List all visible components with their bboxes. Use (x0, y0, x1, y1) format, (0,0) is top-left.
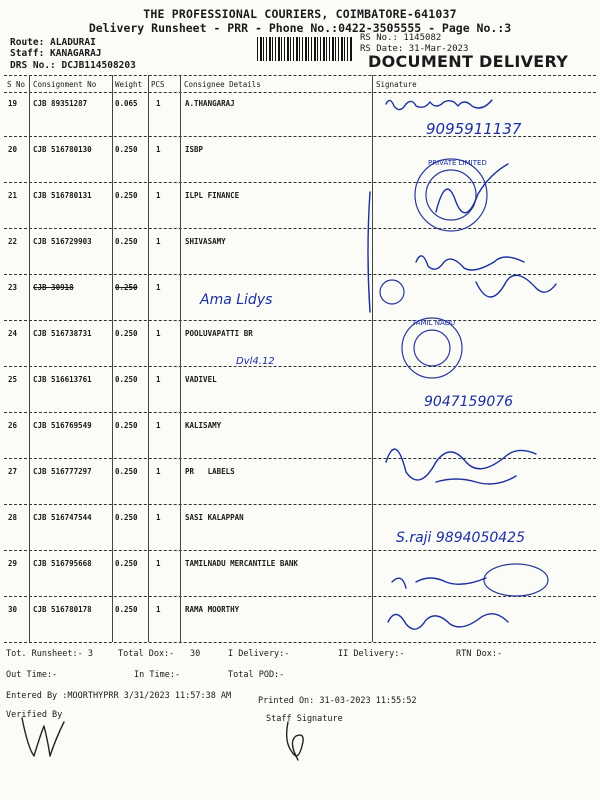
row-sno: 20 (8, 145, 18, 154)
row-consignee: RAMA MOORTHY (185, 605, 240, 614)
row-weight: 0.250 (115, 145, 138, 154)
col-header-signature: Signature (376, 80, 417, 89)
row-sno: 25 (8, 375, 18, 384)
row-weight: 0.250 (115, 513, 138, 522)
row-pcs: 1 (156, 375, 161, 384)
col-divider (29, 75, 30, 642)
col-header-consignment: Consignment No (33, 80, 97, 89)
handwritten-phone: 9047159076 (424, 394, 514, 410)
row-weight: 0.250 (115, 559, 138, 568)
circle-mark (380, 280, 404, 304)
in-time: In Time:- (134, 670, 181, 680)
row-pcs: 1 (156, 421, 161, 430)
drs-number: DRS No.: DCJB114508203 (10, 60, 136, 71)
row-pcs: 1 (156, 237, 161, 246)
row-consignee: POOLUVAPATTI BR (185, 329, 253, 338)
row-pcs: 1 (156, 145, 161, 154)
col-divider (112, 75, 113, 642)
handwritten-note: Dvl4.12 (236, 356, 275, 367)
consignee-handwriting (190, 280, 360, 380)
row-consignee: KALISAMY (185, 421, 222, 430)
col-divider (372, 75, 373, 642)
bank-stamp (484, 564, 548, 596)
row-consignment: CJB 516769549 (33, 421, 92, 430)
row-weight: 0.250 (115, 467, 138, 476)
staff-label: Staff: KANAGARAJ (10, 48, 102, 59)
row-consignee: SASI KALAPPAN (185, 513, 244, 522)
stamp-text: TAMIL NADU (412, 319, 456, 327)
row-weight: 0.065 (115, 99, 138, 108)
handwritten-signature (476, 275, 556, 297)
row-consignment: CJB 516780131 (33, 191, 92, 200)
col-header-sno: S No (7, 80, 26, 89)
row-consignee: ILPL FINANCE (185, 191, 240, 200)
row-pcs: 1 (156, 559, 161, 568)
row-pcs: 1 (156, 513, 161, 522)
row-consignee: A.THANGARAJ (185, 99, 235, 108)
rtn-dox: RTN Dox:- (456, 649, 503, 659)
row-consignee: TAMILNADU MERCANTILE BANK (185, 559, 298, 568)
col-header-pcs: PCS (151, 80, 165, 89)
row-sno: 22 (8, 237, 18, 246)
row-consignment: CJB 516780130 (33, 145, 92, 154)
printed-on: Printed On: 31-03-2023 11:55:52 (258, 696, 417, 706)
row-weight: 0.250 (115, 329, 138, 338)
row-weight: 0.250 (115, 605, 138, 614)
row-weight: 0.250 (115, 375, 138, 384)
row-consignment: CJB 516747544 (33, 513, 92, 522)
table-bottom-border (4, 642, 596, 643)
runsheet-subtitle: Delivery Runsheet - PRR - Phone No.:0422-3505555 - Page No.:3 (88, 21, 512, 35)
ink-stroke (368, 192, 370, 312)
row-consignment: CJB 516729903 (33, 237, 92, 246)
col-header-weight: Weight (115, 80, 143, 89)
row-sno: 26 (8, 421, 18, 430)
row-sno: 21 (8, 191, 18, 200)
row-pcs: 1 (156, 99, 161, 108)
verified-by: Verified By (6, 710, 63, 720)
row-consignment: CJB 516738731 (33, 329, 92, 338)
rs-date: RS Date: 31-Mar-2023 (360, 44, 469, 54)
barcode (257, 37, 353, 61)
handwritten-note: S.raji 9894050425 (396, 530, 525, 546)
row-pcs: 1 (156, 283, 161, 292)
out-time: Out Time:- (6, 670, 58, 680)
row-sno: 28 (8, 513, 18, 522)
row-pcs: 1 (156, 467, 161, 476)
row-weight: 0.250 (115, 191, 138, 200)
row-sno: 24 (8, 329, 18, 338)
row-consignment: CJB 89351287 (33, 99, 88, 108)
row-consignment: CJB 516780178 (33, 605, 92, 614)
row-weight: 0.250 (115, 283, 138, 292)
company-seal-stamp (415, 159, 487, 231)
row-weight: 0.250 (115, 421, 138, 430)
handwritten-signature (386, 449, 536, 480)
row-weight: 0.250 (115, 237, 138, 246)
row-pcs: 1 (156, 329, 161, 338)
tot-runsheet: Tot. Runsheet:- 3 (6, 649, 93, 659)
handwritten-signature (436, 164, 508, 213)
entered-by: Entered By :MOORTHYPRR 3/31/2023 11:57:38 AM (6, 691, 232, 701)
row-sno: 29 (8, 559, 18, 568)
handwritten-signature (392, 578, 486, 588)
row-sno: 19 (8, 99, 18, 108)
total-dox-label: Total Dox:- (118, 649, 175, 659)
rs-number: RS No.: 1145082 (360, 33, 442, 43)
row-consignment: CJB 516613761 (33, 375, 92, 384)
row-consignment: CJB 30918 (33, 283, 74, 292)
col-divider (180, 75, 181, 642)
verifier-signature (14, 712, 74, 762)
row-consignee: ISBP (185, 145, 204, 154)
row-consignee: SHIVASAMY (185, 237, 226, 246)
row-consignee: VADIVEL (185, 375, 217, 384)
company-title: THE PROFESSIONAL COURIERS, COIMBATORE-641037 (143, 7, 457, 21)
table-top-border (4, 75, 596, 76)
row-consignee: PR LABELS (185, 467, 235, 476)
total-dox-value: 30 (190, 649, 201, 659)
row-sno: 27 (8, 467, 18, 476)
col-header-consignee: Consignee Details (184, 80, 261, 89)
row-consignment: CJB 516777297 (33, 467, 92, 476)
row-sno: 30 (8, 605, 18, 614)
row-pcs: 1 (156, 191, 161, 200)
total-pod: Total POD:- (228, 670, 285, 680)
handwritten-note: Ama Lidys (200, 292, 273, 308)
handwritten-signature (388, 614, 508, 629)
handwritten-signature (436, 476, 516, 484)
branch-stamp (402, 318, 462, 378)
staff-signature-mark (278, 718, 318, 768)
row-pcs: 1 (156, 605, 161, 614)
row-consignment: CJB 516795668 (33, 559, 92, 568)
handwritten-phone: 9095911137 (426, 120, 522, 138)
ii-delivery: II Delivery:- (338, 649, 405, 659)
row-sno: 23 (8, 283, 18, 292)
route-label: Route: ALADURAI (10, 37, 96, 48)
document-delivery-stamp: DOCUMENT DELIVERY (368, 52, 569, 71)
handwritten-signature (386, 100, 492, 110)
handwritten-signature (416, 256, 524, 270)
staff-signature: Staff Signature (266, 714, 343, 724)
stamp-text: PRIVATE LIMITED (428, 159, 487, 167)
signature-overlay (376, 92, 596, 642)
i-delivery: I Delivery:- (228, 649, 290, 659)
col-divider (148, 75, 149, 642)
